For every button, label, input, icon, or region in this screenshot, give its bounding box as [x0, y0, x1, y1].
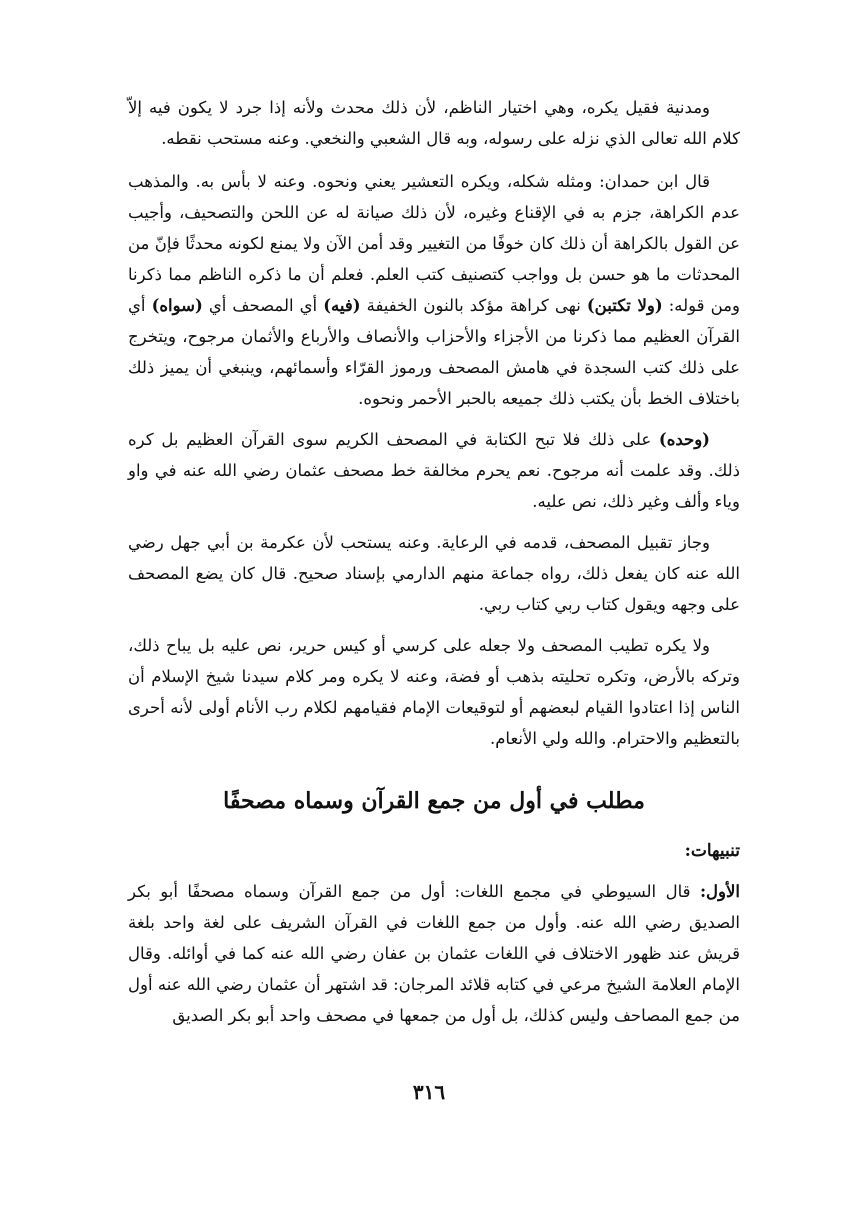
quote-wahdahu: (وحده)	[658, 430, 710, 449]
paragraph-1	[128, 92, 740, 154]
page-body	[128, 92, 740, 1031]
paragraph-4-text: وجاز تقبيل المصحف، قدمه في الرعاية. وعنه يستحب لأن عكرمة بن أبي جهل رضي الله عنه كان يفعل ذلك، رواه جماعة منهم الدارمي بإسناد صحيح. قال كان يضع المصحف على وجهه ويقول كتاب ربي كتاب ربي.	[128, 533, 740, 614]
quote-fihi: (فيه)	[323, 296, 361, 315]
paragraph-2	[128, 166, 740, 414]
page-number: ٣١٦	[412, 1080, 446, 1104]
paragraph-1-text: ومدنية فقيل يكره، وهي اختيار الناظم، لأن ذلك محدث ولأنه إذا جرد لا يكون فيه إلاّ كلام الله تعالى الذي نزله على رسوله، وبه قال الشعبي والنخعي. وعنه مستحب نقطه.	[128, 98, 740, 148]
paragraph-5-text: ولا يكره تطيب المصحف ولا جعله على كرسي أو كيس حرير، نص عليه بل يباح ذلك، وتركه بالأرض، وتكره تحليته بذهب أو فضة، وعنه لا يكره ومر كلام سيدنا شيخ الإسلام أن الناس إذا اعتادوا القيام لبعضهم أو لتوقيعات الإمام فقيامهم لكلام رب الأنام أولى لأنه أحرى بالتعظيم والاحترام. والله ولي الأنعام.	[128, 636, 740, 748]
paragraph-2-text-2: نهى كراهة مؤكد بالنون الخفيفة	[360, 296, 587, 315]
quote-siwahu: (سواه)	[151, 296, 203, 315]
paragraph-3-text: على ذلك فلا تبح الكتابة في المصحف الكريم سوى القرآن العظيم بل كره ذلك. وقد علمت أنه مرجوح. نعم يحرم مخالفة خط مصحف عثمان رضي الله عنه في واو وياء وألف وغير ذلك، نص عليه.	[128, 430, 740, 511]
paragraph-2-text: قال ابن حمدان: ومثله شكله، ويكره التعشير يعني ونحوه. وعنه لا بأس به. والمذهب عدم الكراهة، جزم به في الإقناع وغيره، لأن ذلك صيانة له عن اللحن والتصحيف، وأجيب عن القول بالكراهة أن ذلك كان خوفًا من التغيير وقد أمن الآن ولا يمنع لكونه محدثًا فإنّ من المحدثات ما هو حسن بل وواجب كتصنيف كتب العلم. فعلم أن ما ذكره الناظم مما ذكرنا ومن قوله:	[128, 172, 740, 315]
paragraph-4	[128, 527, 740, 620]
paragraph-2-text-4: أي القرآن العظيم مما ذكرنا من الأجزاء والأحزاب والأنصاف والأرباع والأثمان مرجوح، ويتخرج على ذلك كتب السجدة في هامش المصحف ورموز القرّاء وأسمائهم، وينبغي أن يميز ذلك باختلاف الخط بأن يكتب ذلك جميعه بالحبر الأحمر ونحوه.	[128, 296, 740, 408]
notes-subheading: تنبيهات:	[684, 841, 740, 861]
first-note-label: الأول:	[699, 882, 740, 901]
paragraph-5	[128, 630, 740, 754]
paragraph-3	[128, 424, 740, 517]
section-heading: مطلب في أول من جمع القرآن وسماه مصحفًا	[223, 788, 645, 814]
first-note-paragraph	[128, 876, 740, 1031]
paragraph-2-text-3: أي المصحف أي	[202, 296, 324, 315]
quote-la-taktubanna: (ولا تكتبن)	[586, 296, 663, 315]
first-note-text: قال السيوطي في مجمع اللغات: أول من جمع القرآن وسماه مصحفًا أبو بكر الصديق رضي الله عنه. وأول من جمع اللغات في القرآن الشريف على لغة واحد بلغة قريش عند ظهور الاختلاف في اللغات عثمان بن عفان رضي الله عنه كما في أوائله. وقال الإمام العلامة الشيخ مرعي في كتابه قلائد المرجان: قد اشتهر أن عثمان رضي الله عنه أول من جمع المصاحف وليس كذلك، بل أول من جمعها في مصحف واحد أبو بكر الصديق	[128, 882, 740, 1025]
